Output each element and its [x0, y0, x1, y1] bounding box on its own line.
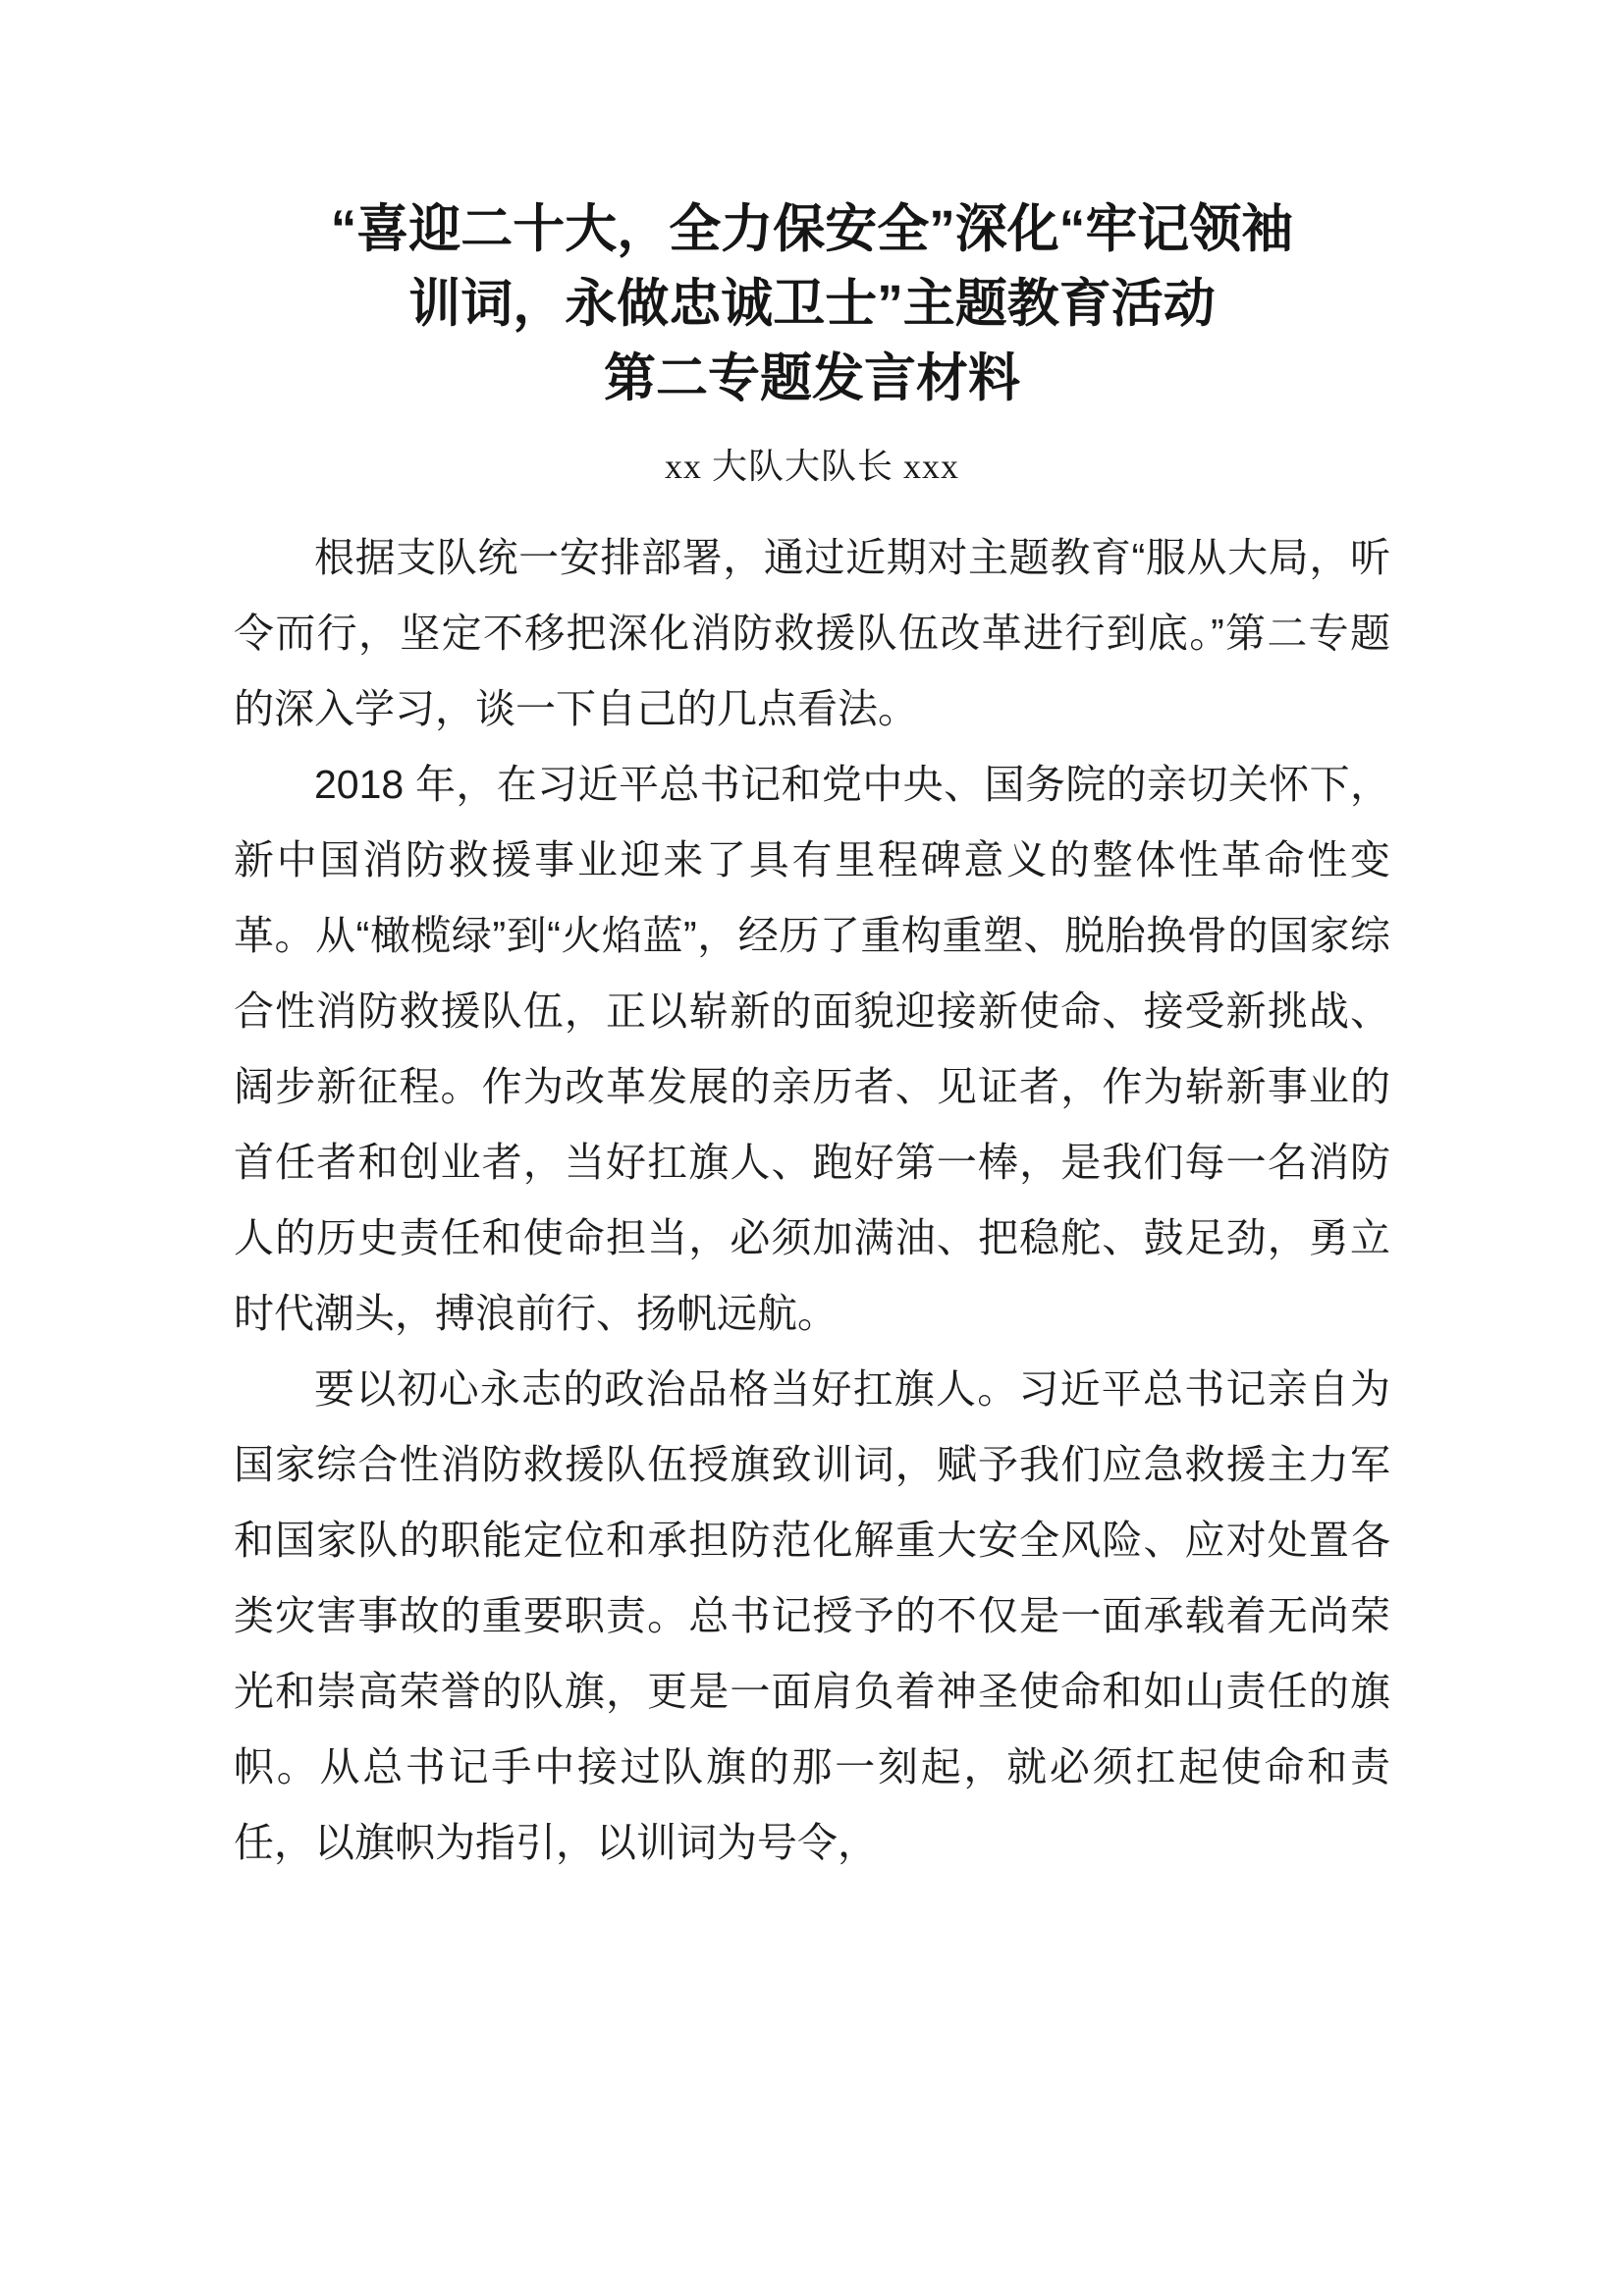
page-title [234, 0, 1390, 416]
document-body [234, 495, 1390, 1881]
document-content [234, 0, 1390, 1881]
body-paragraph-3: 要以初心永志的政治品格当好扛旗人。习近平总书记亲自为国家综合性消防救援队伍授旗致训词，赋予我们应急救援主力军和国家队的职能定位和承担防范化解重大安全风险、应对处置各类灾害事故的重要职责。总书记授予的不仅是一面承载着无尚荣光和崇高荣誉的队旗，更是一面肩负着神圣使命和如山责任的旗帜。从总书记手中接过队旗的那一刻起，就必须扛起使命和责任，以旗帜为指引，以训词为号令， [234, 1366, 1390, 1865]
title-line-2: 训词，永做忠诚卫士”主题教育活动 [408, 275, 1216, 333]
title-line-3: 第二专题发言材料 [604, 349, 1020, 407]
title-line-1: “喜迎二十大，全力保安全”深化“牢记领袖 [330, 200, 1294, 258]
document-byline: xx 大队大队长 xxx [664, 447, 959, 486]
body-paragraph-2: 2018 年，在习近平总书记和党中央、国务院的亲切关怀下，新中国消防救援事业迎来了具有里程碑意义的整体性革命性变革。从“橄榄绿”到“火焰蓝”，经历了重构重塑、脱胎换骨的国家综合性消防救援队伍，正以崭新的面貌迎接新使命、接受新挑战、阔步新征程。作为改革发展的亲历者、见证者，作为崭新事业的首任者和创业者，当好扛旗人、跑好第一棒，是我们每一名消防人的历史责任和使命担当，必须加满油、把稳舵、鼓足劲，勇立时代潮头，搏浪前行、扬帆远航。 [234, 762, 1390, 1336]
body-paragraph-1: 根据支队统一安排部署，通过近期对主题教育“服从大局，听令而行，坚定不移把深化消防救援队伍改革进行到底。”第二专题的深入学习，谈一下自己的几点看法。 [234, 535, 1390, 731]
